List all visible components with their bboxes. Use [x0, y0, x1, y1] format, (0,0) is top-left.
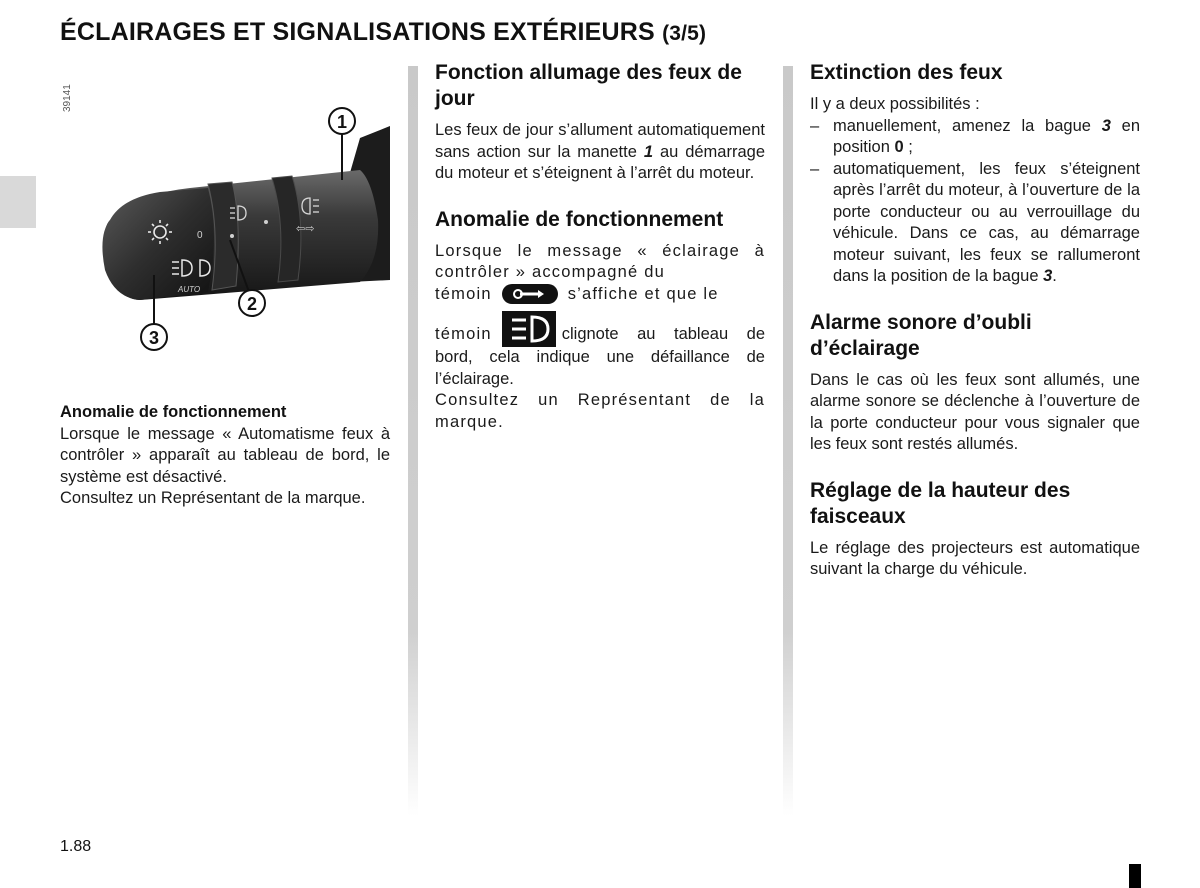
malfunction-line-c: témoin clignote au tableau de bord, cela indique une défaillance de l’éclairage. [435, 311, 765, 390]
figure-code: 39141 [62, 84, 73, 112]
beam-height-section [810, 478, 1140, 581]
left-anomaly-text: Lorsque le message « Automatisme feux à contrôler » apparaît au tableau de bord, le système est désactivé. [60, 424, 390, 486]
page-title [60, 18, 706, 47]
auto-mark: AUTO [178, 285, 201, 294]
ref-stalk-1: 1 [643, 142, 654, 161]
ref-ring-3b: 3 [1043, 267, 1053, 285]
extinction-list [810, 116, 1140, 288]
left-anomaly-contact: Consultez un Représentant de la marque. [60, 489, 366, 507]
malfunction-section [435, 207, 765, 434]
extinction-item-manual: – manuellement, amenez la bague 3 en position 0 ; [810, 116, 1140, 159]
extinction-intro: Il y a deux possibilités : [810, 95, 980, 113]
alarm-text: Dans le cas où les feux sont allumés, une alarme sonore se déclenche à l’ouverture de la porte conducteur pour vous signaler que les feux sont restés allumés. [810, 370, 1140, 453]
arrows-icon: ⇦⇨ [296, 222, 315, 235]
callout-3-label: 3 [148, 328, 160, 348]
light-stalk-figure [60, 60, 390, 370]
daylight-text: Les feux de jour s’allument automatiquement sans action sur la manette 1 au démarrage du moteur et s’éteignent à l’arrêt du moteur. [435, 121, 765, 182]
zero-mark: 0 [197, 230, 203, 241]
malfunction-title: Anomalie de fonctionnement [435, 207, 724, 231]
position-0: 0 [894, 138, 904, 156]
malfunction-contact: Consultez un Représentant de la marque. [435, 391, 765, 431]
headlight-warning-icon [502, 311, 556, 347]
daylight-title: Fonction allumage des feux de jour [435, 61, 742, 110]
alarm-title: Alarme sonore d’oubli d’éclairage [810, 310, 1032, 360]
chapter-tab [0, 176, 36, 228]
beam-height-text: Le réglage des projecteurs est automatique suivant la charge du véhicule. [810, 538, 1140, 578]
extinction-title: Extinction des feux [810, 61, 1003, 84]
page-number: 1.88 [60, 838, 92, 855]
column-divider-left [408, 66, 418, 816]
beam-height-title: Réglage de la hauteur des faisceaux [810, 478, 1071, 528]
malfunction-line-a: Lorsque le message « éclairage à contrôler » accompagné du [435, 241, 765, 281]
left-anomaly-block [60, 402, 390, 510]
right-column [810, 60, 1140, 603]
light-stalk-illustration [60, 60, 390, 370]
middle-column [435, 60, 765, 455]
callout-1-label: 1 [336, 112, 348, 132]
extinction-section [810, 60, 1140, 288]
title-text: ÉCLAIRAGES ET SIGNALISATIONS EXTÉRIEURS [60, 18, 655, 46]
malfunction-line-b: témoin s’affiche et que le [435, 284, 719, 303]
left-anomaly-heading: Anomalie de fonctionnement [60, 403, 287, 421]
left-column [60, 60, 390, 510]
wrench-warning-icon [502, 284, 558, 304]
ref-ring-3: 3 [1101, 116, 1111, 135]
alarm-section [810, 310, 1140, 456]
title-suffix: (3/5) [662, 22, 707, 45]
callout-2-label: 2 [246, 294, 258, 314]
column-divider-right [783, 66, 793, 816]
extinction-item-auto: – automatiquement, les feux s’éteignent après l’arrêt du moteur, à l’ouverture de la porte conducteur ou au verrouillage du véhicule. Dans ce cas, au démarrage moteur suivant, les feux se rallumeront dans la position de la bague 3. [810, 159, 1140, 288]
daylight-section [435, 60, 765, 185]
page-corner-mark [1129, 864, 1141, 888]
